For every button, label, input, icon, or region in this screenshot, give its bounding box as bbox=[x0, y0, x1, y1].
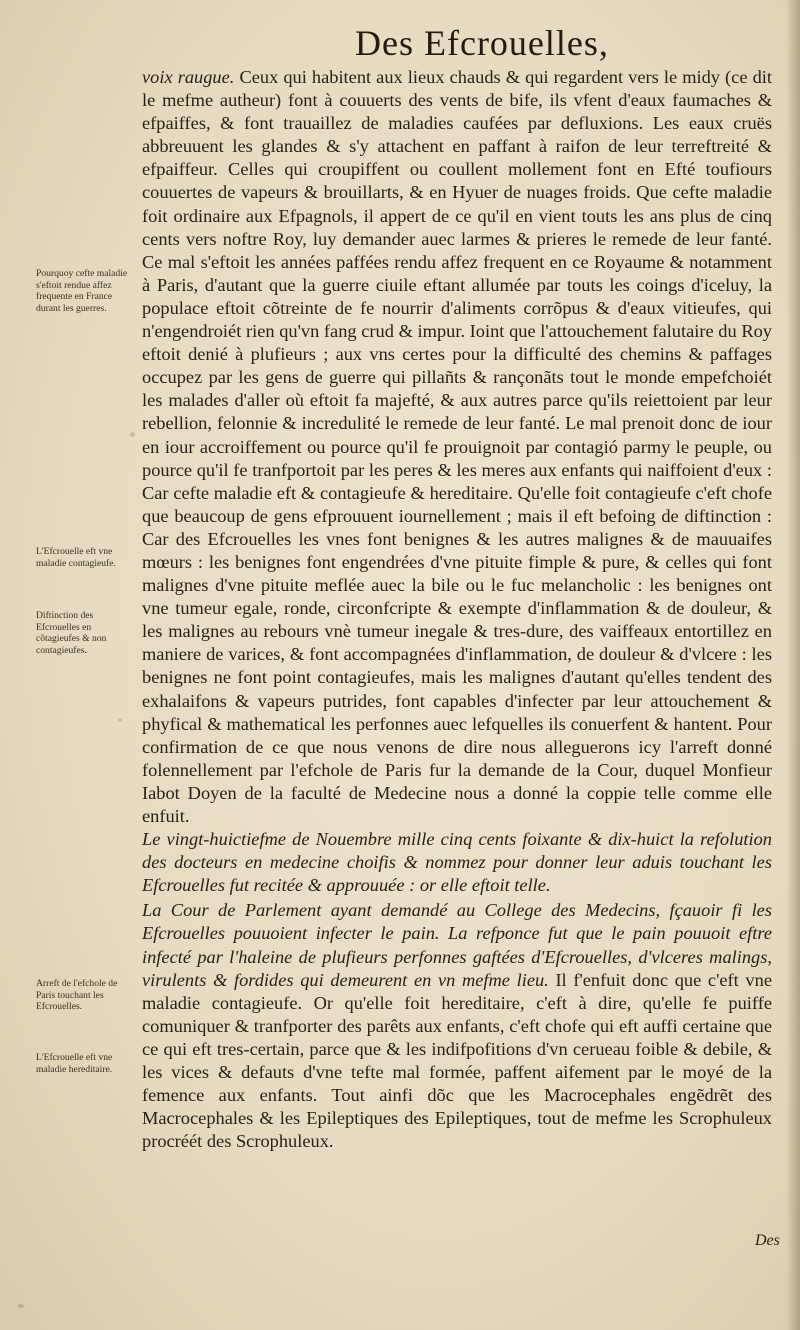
paper-fleck bbox=[118, 718, 122, 722]
margin-note-3: Diftinction des Efcrouelles en cõtagieufes & non contagieufes. bbox=[36, 610, 107, 656]
paper-fleck bbox=[130, 432, 135, 437]
paragraph-3-arrest: La Cour de Parlement ayant demandé au College des Medecins, fçauoir fi les Efcrouelles pouuoient infecter le pain. La refponce fut que le pain pouuoit eftre infecté par l'haleine de plufieurs perfonnes gaftées d'Efcrouelles, d'vlceres malings, virulents & fordides qui demeurent en vn mefme lieu. bbox=[142, 900, 772, 990]
paragraph-1-lead: voix raugue. bbox=[142, 67, 235, 87]
running-head: Des Efcrouelles, bbox=[355, 23, 609, 63]
paragraph-3-text: Il f'enfuit donc que c'eft vne maladie contagieufe. Or qu'elle foit hereditaire, c'eft à dire, qu'elle fe puiffe comuniquer & tranfporter des parêts aux enfants, c'eft chofe qui eft auffi certaine que ce qui eft tres-certain, parce que & les indifpofitions d'vn cerueau foible & debile, & les vices & defauts d'vne tefte mal formée, paffent aifement par le moyé de la femence aux enfants. Tout ainfi dõc que les Macrocephales engẽdrẽt des Macrocephales & les Epileptiques des Epileptiques, tout de mefme les Scrophuleux procréét des Scrophuleux. bbox=[142, 969, 772, 1152]
paper-fleck bbox=[18, 1304, 24, 1308]
page-edge-shadow bbox=[786, 0, 800, 1330]
catchword: Des bbox=[755, 1232, 780, 1249]
main-text-block bbox=[142, 66, 772, 1153]
margin-note-5: L'Efcrouelle eft vne maladie hereditaire. bbox=[36, 1052, 113, 1075]
margin-note-2: L'Efcrouelle eft vne maladie contagieufe. bbox=[36, 546, 116, 569]
margin-note-4: Arreft de l'efchole de Paris touchant les Efcrouelles. bbox=[36, 978, 118, 1013]
paragraph-3 bbox=[142, 899, 772, 1153]
paragraph-2-resolution: Le vingt-huictiefme de Nouembre mille cinq cents foixante & dix-huict la refolution des docteurs en medecine choifis & nommez pour donner leur aduis touchant les Efcrouelles fut recitée & approuuée : or elle eftoit telle. bbox=[142, 829, 772, 896]
margin-note-1: Pourquoy cefte maladie s'eftoit rendue affez frequente en France durant les guerres. bbox=[36, 268, 128, 314]
paragraph-1-text: Ceux qui habitent aux lieux chauds & qui regardent vers le midy (ce dit le mefme autheur) font à couuerts des vents de bife, ils vfent d'eaux faumaches & efpaiffes, & font trauaillez de maladies caufées par defluxions. Les eaux cruës abbreuuent les glandes & s'y attachent en paffant à raifon de leur terreftreité & efpaiffeur. Celles qui croupiffent ou coullent mollement font en Efté toufiours couuertes de vapeurs & brouillarts, & en Hyuer de nuages froids. Que cefte maladie foit ordinaire aux Efpagnols, il appert de ce qu'il en vient touts les ans plus de cinq cents vers noftre Roy, luy demander auec larmes & prieres le remede de leur fanté. Ce mal s'eftoit les années paffées rendu affez frequent en ce Royaume & notamment à Paris, d'autant que la guerre ciuile eftant allumée par touts les coings d'iceluy, la populace eftoit cõtreinte de fe nourrir d'aliments corrõpus & d'eaux vitieufes, qui n'engendroiét rien qu'vn fang crud & impur. Ioint que l'attouchement falutaire du Roy eftoit denié à plufieurs ; aux vns certes pour la difficulté des chemins & paffages occupez par les gens de guerre qui pillañts & rançonãts tout le monde empefchoiét les malades d'aller où eftoit fa majefté, & aux autres parce qu'ils reiettoient par leur rebellion, felonnie & incredulité le remede de leur fanté. Le mal prenoit donc de iour en iour accroiffement ou pource qu'il fe prouignoit par contagió parmy le peuple, ou pource qu'il fe tranfportoit par les peres & les meres aux enfants qui naiffoient d'eux : Car cefte maladie eft & contagieufe & hereditaire. Qu'elle foit contagieufe c'eft chofe que beaucoup de gens efprouuent iournellement ; mais il eft befoing de diftinction : Car des Efcrouelles les vnes font benignes & les autres malignes & de mauuaifes mœurs : les benignes font engendrées d'vne pituite fimple & pure, & celles qui font malignes d'vne pituite meflée auec la bile ou le fuc melancholic : les benignes ont vne tumeur egale, ronde, circonfcripte & exempte d'inflammation & de douleur, & les malignes au rebours vnè tumeur inegale & tres-dure, des vaiffeaux entortillez en maniere de varices, & font accompagnées d'inflammation, de douleur & d'vlcere : les benignes ne font point contagieufes, mais les malignes d'autant qu'elles tendent des exhalaifons & vapeurs putrides, font capables d'infecter par leur attouchement & phyfical & mathematical les perfonnes auec lefquelles ils conuerfent & hantent. Pour confirmation de ce que nous venons de dire nous alleguerons icy l'arreft donné folennellement par l'efchole de Paris fur la demande de la Cour, duquel Monfieur Iabot Doyen de la faculté de Medecine nous a donné la coppie telle comme elle enfuit. bbox=[142, 67, 772, 826]
paragraph-1 bbox=[142, 66, 772, 828]
